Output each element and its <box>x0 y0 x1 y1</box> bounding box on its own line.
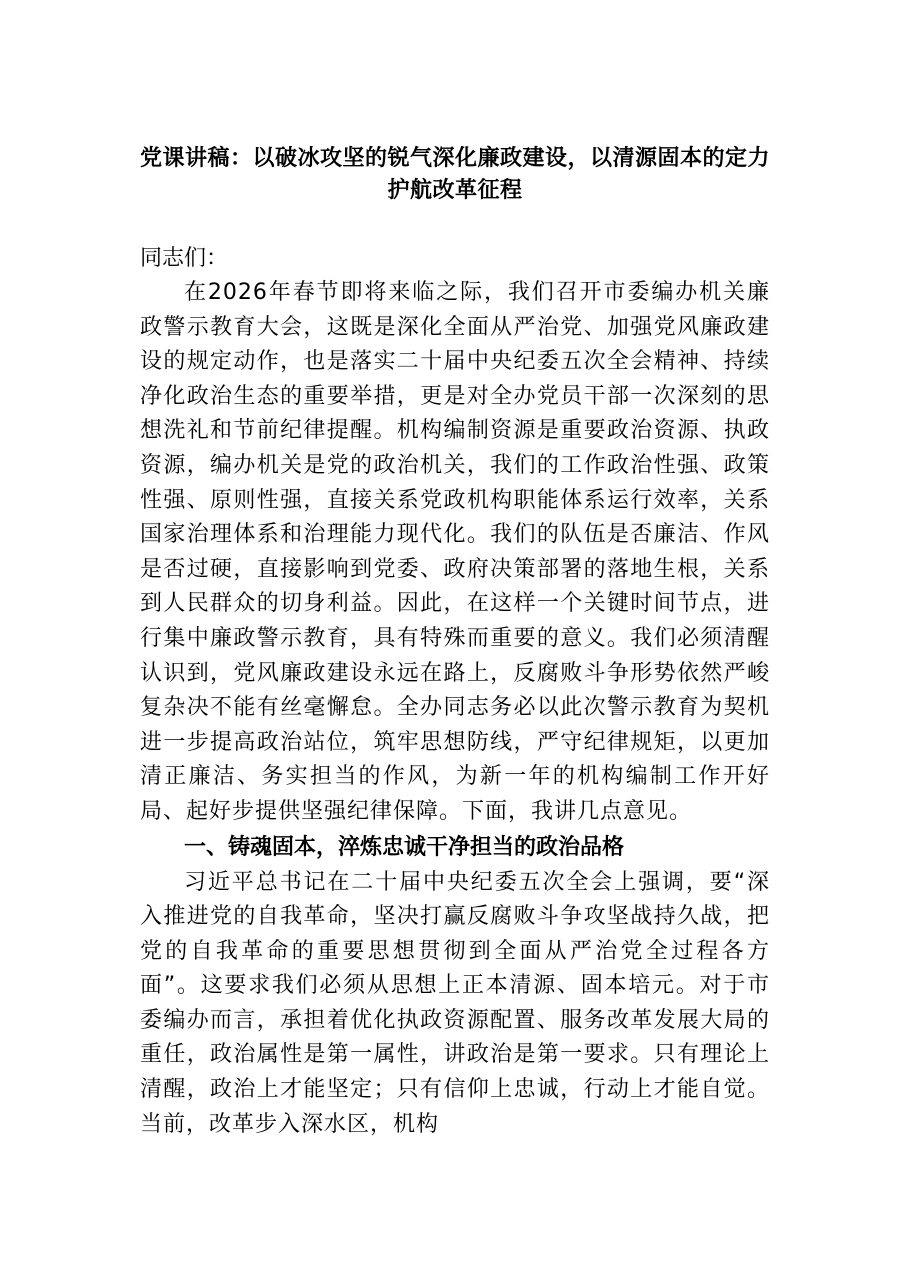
section-1-paragraph: 习近平总书记在二十届中央纪委五次全会上强调，要“深入推进党的自我革命，坚决打赢反腐败斗争攻坚战持久战，把党的自我革命的重要思想贯彻到全面从严治党全过程各方面”。这要求我们必须从思想上正本清源、固本培元。对于市委编办而言，承担着优化执政资源配置、服务改革发展大局的重任，政治属性是第一属性，讲政治是第一要求。只有理论上清醒，政治上才能坚定；只有信仰上忠诚，行动上才能自觉。当前，改革步入深水区，机构 <box>140 869 770 1137</box>
document-title: 党课讲稿：以破冰攻坚的锐气深化廉政建设，以清源固本的定力护航改革征程 <box>140 145 771 203</box>
salutation: 同志们： <box>140 246 229 271</box>
document-body <box>140 142 770 1142</box>
intro-paragraph: 在2026年春节即将来临之际，我们召开市委编办机关廉政警示教育大会，这既是深化全面从严治党、加强党风廉政建设的规定动作，也是落实二十届中央纪委五次全会精神、持续净化政治生态的重要举措，更是对全办党员干部一次深刻的思想洗礼和节前纪律提醒。机构编制资源是重要政治资源、执政资源，编办机关是党的政治机关，我们的工作政治性强、政策性强、原则性强，直接关系党政机构职能体系运行效率，关系国家治理体系和治理能力现代化。我们的队伍是否廉洁、作风是否过硬，直接影响到党委、政府决策部署的落地生根，关系到人民群众的切身利益。因此，在这样一个关键时间节点，进行集中廉政警示教育，具有特殊而重要的意义。我们必须清醒认识到，党风廉政建设永远在路上，反腐败斗争形势依然严峻复杂决不能有丝毫懈怠。全办同志务必以此次警示教育为契机进一步提高政治站位，筑牢思想防线，严守纪律规矩，以更加清正廉洁、务实担当的作风，为新一年的机构编制工作开好局、起好步提供坚强纪律保障。下面，我讲几点意见。 <box>140 280 770 824</box>
section-heading-1: 一、铸魂固本，淬炼忠诚干净担当的政治品格 <box>184 834 625 860</box>
